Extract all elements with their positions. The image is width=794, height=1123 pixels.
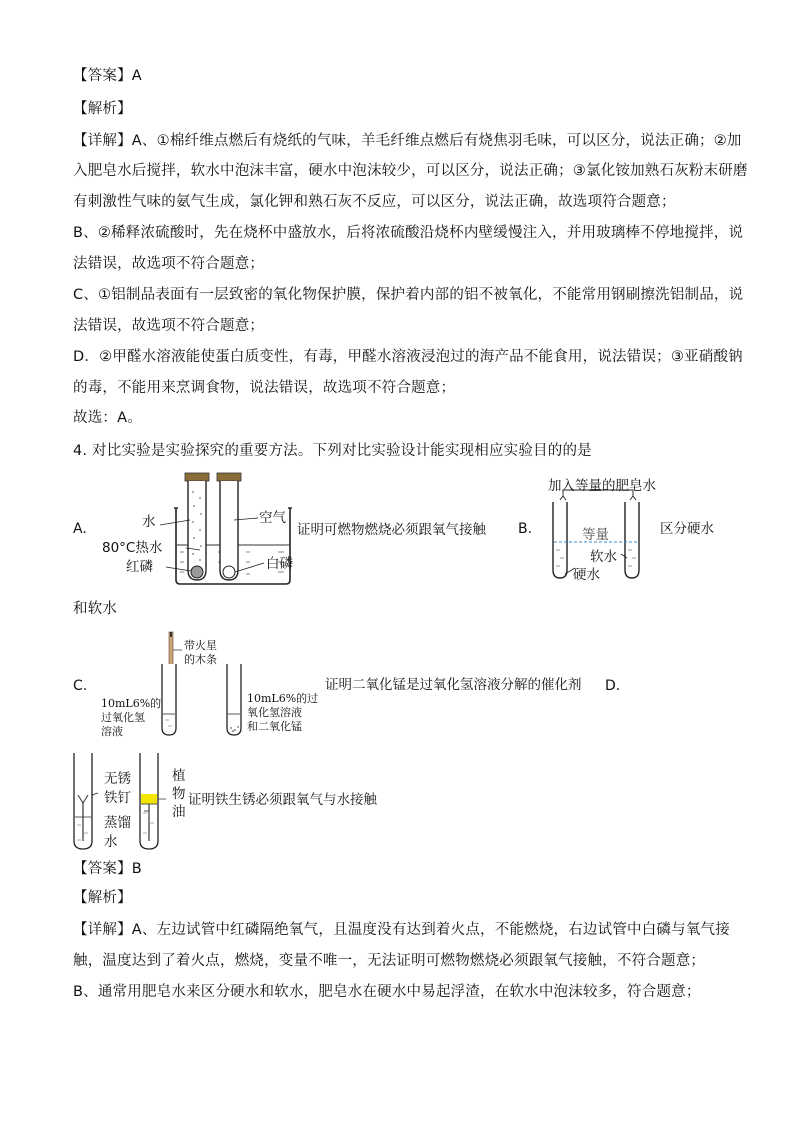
option-b-letter: B. <box>518 521 533 537</box>
option-b-purpose-line2: 和软水 <box>73 601 118 617</box>
q3-detail-b-line2: 法错误，故选项不符合题意； <box>73 256 265 272</box>
q4-detail-b-line1: B、通常用肥皂水来区分硬水和软水，肥皂水在硬水中易起浮渣，在软水中泡沫较多，符合题意； <box>73 984 701 1000</box>
option-c-label-left-line1: 10mL6%的 <box>101 697 162 710</box>
q3-answer: 【答案】A <box>73 68 142 84</box>
option-d-label-water-line2: 水 <box>104 834 118 850</box>
option-c-label-right-line2: 氧化氢溶液 <box>247 706 302 719</box>
option-d-label-nail-line2: 铁钉 <box>104 790 131 806</box>
option-c-letter: C. <box>73 678 88 694</box>
q3-detail-c-line1: C、①铝制品表面有一层致密的氧化物保护膜，保护着内部的铝不被氧化，不能常用钢刷擦洗铝制品，说 <box>73 287 744 303</box>
option-a-label-air: 空气 <box>259 510 286 526</box>
q4-detail-a-line1: 【详解】A、左边试管中红磷隔绝氧气，且温度没有达到着火点，不能燃烧，右边试管中白磷与氧气接 <box>73 922 730 938</box>
option-c-label-right-line3: 和二氧化锰 <box>247 720 302 733</box>
option-d-label-oil-line3: 油 <box>172 804 186 820</box>
option-b-label-soft-water: 软水 <box>590 549 617 565</box>
q4-answer: 【答案】B <box>73 861 142 877</box>
q3-detail-d-line1: D．②甲醛水溶液能使蛋白质变性，有毒，甲醛水溶液浸泡过的海产品不能食用，说法错误；③亚硝酸钠 <box>73 349 743 365</box>
option-c-label-right-line1: 10mL6%的过 <box>247 692 319 705</box>
q4-detail-a-line2: 触，温度达到了着火点，燃烧，变量不唯一，无法证明可燃物燃烧必须跟氧气接触，不符合题意； <box>73 953 706 969</box>
q3-detail-c-line2: 法错误，故选项不符合题意； <box>73 318 265 334</box>
q3-detail-b-line1: B、②稀释浓硫酸时，先在烧杯中盛放水，后将浓硫酸沿烧杯内壁缓慢注入，并用玻璃棒不停地搅拌，说 <box>73 225 744 241</box>
option-a-label-red-phosphorus: 红磷 <box>126 559 153 575</box>
option-d-label-oil-line2: 物 <box>172 786 186 802</box>
q3-detail-a-line1: 【详解】A、①棉纤维点燃后有烧纸的气味，羊毛纤维点燃后有烧焦羽毛味，可以区分，说法正确；②加 <box>73 133 742 149</box>
option-d-label-oil-line1: 植 <box>172 768 186 784</box>
option-d-purpose: 证明铁生锈必须跟氧气与水接触 <box>188 792 377 808</box>
option-d-label-water-line1: 蒸馏 <box>104 815 131 831</box>
option-b-label-hard-water: 硬水 <box>573 567 600 583</box>
option-d-letter: D. <box>605 678 621 694</box>
option-b-label-equal: 等量 <box>582 527 609 543</box>
option-a-label-water: 水 <box>142 514 156 530</box>
q3-detail-a-line3: 有刺激性气味的氨气生成，氯化钾和熟石灰不反应，可以区分，说法正确，故选项符合题意； <box>73 194 676 210</box>
q3-choose: 故选：A。 <box>73 410 142 426</box>
q4-stem: 4. 对比实验是实验探究的重要方法。下列对比实验设计能实现相应实验目的的是 <box>73 443 592 459</box>
option-a-label-hot-water: 80°C热水 <box>102 540 163 556</box>
option-d-label-nail-line1: 无锈 <box>104 771 131 787</box>
q3-detail-d-line2: 的毒，不能用来烹调食物，说法错误，故选项不符合题意； <box>73 380 456 396</box>
option-b-purpose-line1: 区分硬水 <box>660 521 714 537</box>
option-c-label-left-line3: 溶液 <box>101 725 123 738</box>
option-b-label-soap-water: 加入等量的肥皂水 <box>548 478 656 494</box>
q3-detail-a-line2: 入肥皂水后搅拌，软水中泡沫丰富，硬水中泡沫较少，可以区分，说法正确；③氯化铵加熟石灰粉末研磨 <box>73 163 748 179</box>
option-a-label-white-phosphorus: 白磷 <box>266 556 293 572</box>
option-c-purpose: 证明二氧化锰是过氧化氢溶液分解的催化剂 <box>325 677 582 693</box>
option-c-label-left-line2: 过氧化氢 <box>101 711 145 724</box>
option-c-label-splint-line1: 带火星 <box>184 639 217 652</box>
option-c-label-splint-line2: 的木条 <box>184 653 217 666</box>
q4-analysis-heading: 【解析】 <box>73 890 132 906</box>
option-a-letter: A. <box>73 521 87 537</box>
option-a-purpose: 证明可燃物燃烧必须跟氧气接触 <box>297 522 486 538</box>
q3-analysis-heading: 【解析】 <box>73 101 132 117</box>
